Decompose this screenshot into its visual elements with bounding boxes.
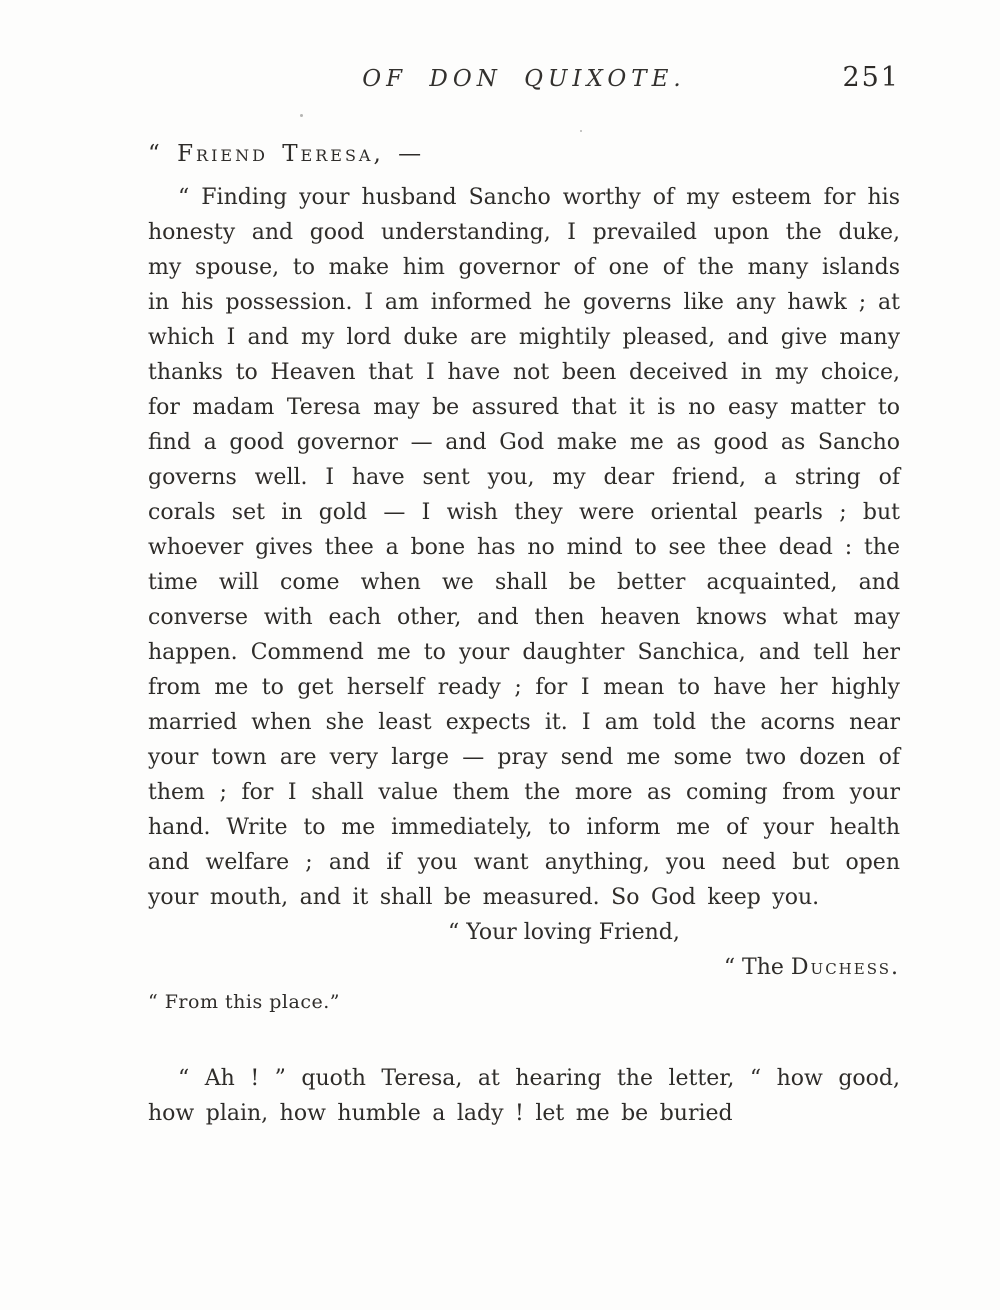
letter-body: “ Finding your husband Sancho worthy of my esteem for his honesty and good understanding, I prevailed upon the duke, my spouse, to make him governor of one of the many islands in his possession. I am informed he governs like any hawk ; at which I and my lord duke are mightily pleased, and give many thanks to Heaven that I have not been deceived in my choice, for madam Teresa may be assured that it is no easy matter to find a good governor — and God make me as good as Sancho governs well. I have sent you, my dear friend, a string of corals set in gold — I wish they were oriental pearls ; but whoever gives thee a bone has no mind to see thee dead : the time will come when we shall be better acquainted, and converse with each other, and then heaven knows what may happen. Commend me to your daughter Sanchica, and tell her from me to get herself ready ; for I mean to have her highly married when she least expects it. I am told the acorns near your town are very large — pray send me some two dozen of them ; for I shall value them the more as coming from your hand. Write to me immediately, to inform me of your health and welfare ; and if you want anything, you need but open your mouth, and it shall be measured. So God keep you. xyxy=(148,185,900,910)
narrative-paragraph: “ Ah ! ” quoth Teresa, at hearing the letter, “ how good, how plain, how humble a lady ! let me be buried xyxy=(148,1066,900,1126)
scan-speck xyxy=(580,130,582,132)
letter-signoff: “ Your loving Friend, xyxy=(448,920,680,945)
signature-name: Duchess. xyxy=(790,955,900,980)
running-header xyxy=(148,62,900,102)
letter-salutation: “ Friend Teresa, — xyxy=(148,141,425,167)
page-number: 251 xyxy=(842,62,900,93)
signature-prefix: “ The xyxy=(723,955,791,980)
scan-speck xyxy=(300,114,303,117)
running-header-title: OF DON QUIXOTE. xyxy=(362,66,686,92)
letter-block xyxy=(148,136,900,1131)
letter-dateline: “ From this place.” xyxy=(148,991,340,1013)
letter-signature xyxy=(148,950,900,985)
